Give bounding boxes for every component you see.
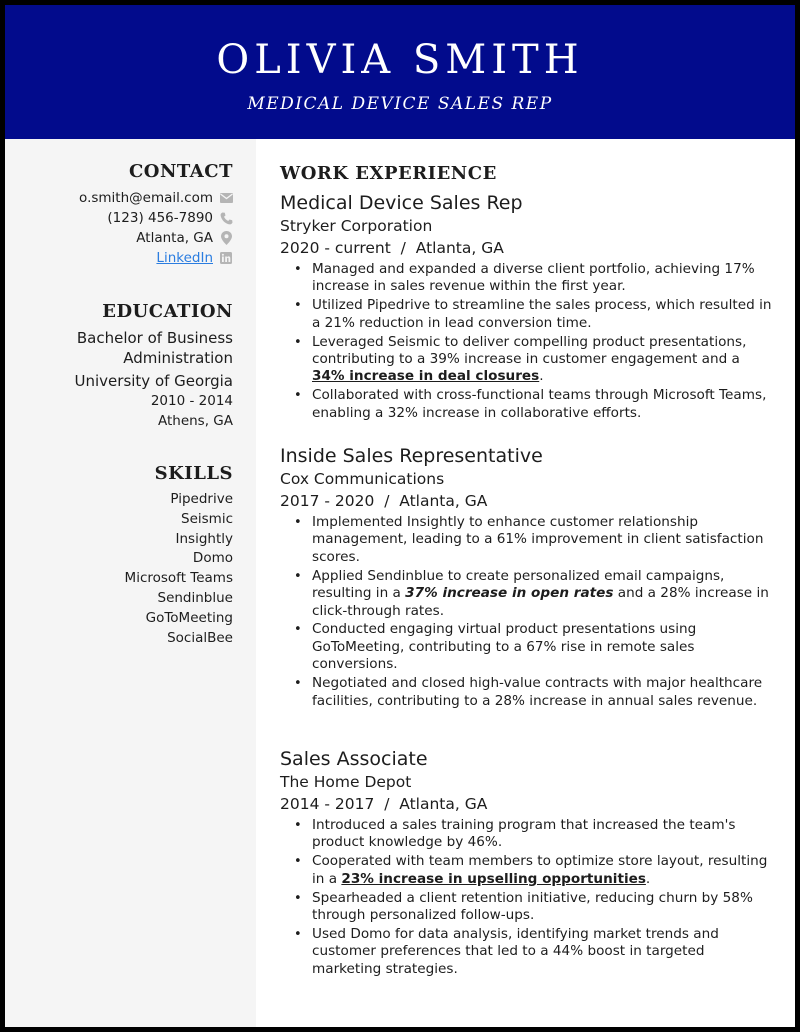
- bullet-text-tail: and a 28% increase in click-through rates.: [312, 585, 769, 619]
- job-title: Sales Associate: [280, 748, 428, 770]
- linkedin-icon: [219, 251, 233, 265]
- skill-item: GoToMeeting: [145, 609, 233, 626]
- job-title: Inside Sales Representative: [280, 445, 543, 467]
- job-bullet: [280, 297, 775, 332]
- bullet-text-tail: .: [645, 870, 651, 887]
- job-meta: 2014 - 2017 / Atlanta, GA: [280, 795, 488, 813]
- job-bullets: [280, 261, 775, 422]
- job-bullets: [280, 817, 775, 978]
- school-name: University of Georgia: [74, 372, 233, 390]
- job-company: Stryker Corporation: [280, 217, 433, 235]
- skill-item: Domo: [192, 550, 233, 567]
- job-meta: 2020 - current / Atlanta, GA: [280, 239, 504, 257]
- skill-item: Seismic: [181, 510, 233, 527]
- bullet-text: Collaborated with cross-functional teams through Microsoft Teams, enabling a 32% increase in collaborative efforts.: [312, 387, 767, 421]
- contact-section: [13, 161, 233, 268]
- education-section: [13, 301, 233, 431]
- job-bullet: [280, 261, 775, 296]
- skill-item: SocialBee: [167, 629, 233, 646]
- bullet-highlight: 37% increase in open rates: [405, 585, 614, 602]
- job-bullet: [280, 853, 775, 888]
- bullet-text: Negotiated and closed high-value contracts with major healthcare facilities, contributing to a 28% increase in annual sales revenue.: [312, 675, 763, 709]
- bullet-text: Conducted engaging virtual product presentations using GoToMeeting, contributing to a 67% rise in remote sales conversions.: [312, 621, 697, 673]
- envelope-icon: [219, 191, 233, 205]
- degree-line-2: Administration: [123, 349, 233, 367]
- bullet-highlight: 23% increase in upselling opportunities: [341, 870, 646, 887]
- contact-phone: [13, 208, 233, 228]
- bullet-text: Utilized Pipedrive to streamline the sales process, which resulted in a 21% reduction in lead conversion time.: [312, 297, 772, 331]
- job-bullet: [280, 675, 775, 710]
- bullet-text: Applied Sendinblue to create personalized email campaigns, resulting in a: [312, 567, 725, 602]
- job-title: Medical Device Sales Rep: [280, 192, 523, 214]
- job-bullets: [280, 514, 775, 710]
- bullet-text: Managed and expanded a diverse client portfolio, achieving 17% increase in sales revenue within the first year.: [312, 261, 755, 295]
- job-bullet: [280, 514, 775, 566]
- job-bullet: [280, 926, 775, 978]
- skill-item: Pipedrive: [170, 491, 233, 507]
- bullet-highlight: 34% increase in deal closures: [312, 368, 540, 385]
- email-text: o.smith@email.com: [79, 190, 213, 206]
- location-text: Atlanta, GA: [136, 230, 213, 246]
- work-experience-title: WORK EXPERIENCE: [280, 163, 497, 184]
- job-entry: [280, 444, 775, 711]
- job-bullet: [280, 817, 775, 852]
- job-bullet: [280, 387, 775, 422]
- job-company: The Home Depot: [280, 773, 412, 791]
- contact-location: [13, 228, 233, 248]
- bullet-text: Implemented Insightly to enhance customer relationship management, leading to a 61% improvement in client satisfaction scores.: [312, 514, 764, 565]
- phone-text: (123) 456-7890: [107, 210, 213, 226]
- location-pin-icon: [219, 231, 233, 245]
- job-bullet: [280, 890, 775, 925]
- bullet-text: Cooperated with team members to optimize store layout, resulting in a: [312, 853, 768, 887]
- bullet-text: Leveraged Seismic to deliver compelling product presentations, contributing to a 39% increase in customer engagement and a: [312, 333, 747, 368]
- bullet-text-tail: .: [539, 368, 544, 385]
- linkedin-link[interactable]: LinkedIn: [156, 250, 213, 266]
- job-company: Cox Communications: [280, 470, 445, 488]
- job-meta: 2017 - 2020 / Atlanta, GA: [280, 492, 488, 510]
- candidate-name: OLIVIA SMITH: [216, 37, 584, 83]
- education-location: Athens, GA: [157, 413, 233, 429]
- contact-email: [13, 188, 233, 208]
- skill-item: Microsoft Teams: [124, 570, 233, 587]
- job-bullet: [280, 568, 775, 620]
- job-bullet: [280, 334, 775, 386]
- job-entry: [280, 747, 775, 980]
- skills-title: SKILLS: [154, 463, 233, 484]
- resume-page: [5, 5, 795, 1027]
- contact-linkedin[interactable]: [13, 248, 233, 268]
- skill-item: Sendinblue: [157, 589, 233, 606]
- education-years: 2010 - 2014: [150, 393, 233, 409]
- skill-item: Insightly: [175, 530, 233, 547]
- sidebar: [5, 139, 256, 1027]
- phone-icon: [219, 211, 233, 225]
- job-entry: [280, 191, 775, 424]
- job-bullet: [280, 621, 775, 673]
- candidate-role: MEDICAL DEVICE SALES REP: [247, 94, 553, 114]
- bullet-text: Used Domo for data analysis, identifying market trends and customer preferences that led to a 44% boost in targeted marketing strategies.: [312, 925, 719, 977]
- bullet-text: Introduced a sales training program that increased the team's product knowledge by 46%.: [312, 817, 736, 851]
- education-title: EDUCATION: [102, 301, 233, 322]
- skills-section: [13, 463, 233, 648]
- bullet-text: Spearheaded a client retention initiative, reducing churn by 58% through personalized follow-ups.: [312, 889, 753, 924]
- resume-header: [5, 5, 795, 139]
- degree-line-1: Bachelor of Business: [76, 329, 233, 347]
- contact-title: CONTACT: [128, 161, 233, 182]
